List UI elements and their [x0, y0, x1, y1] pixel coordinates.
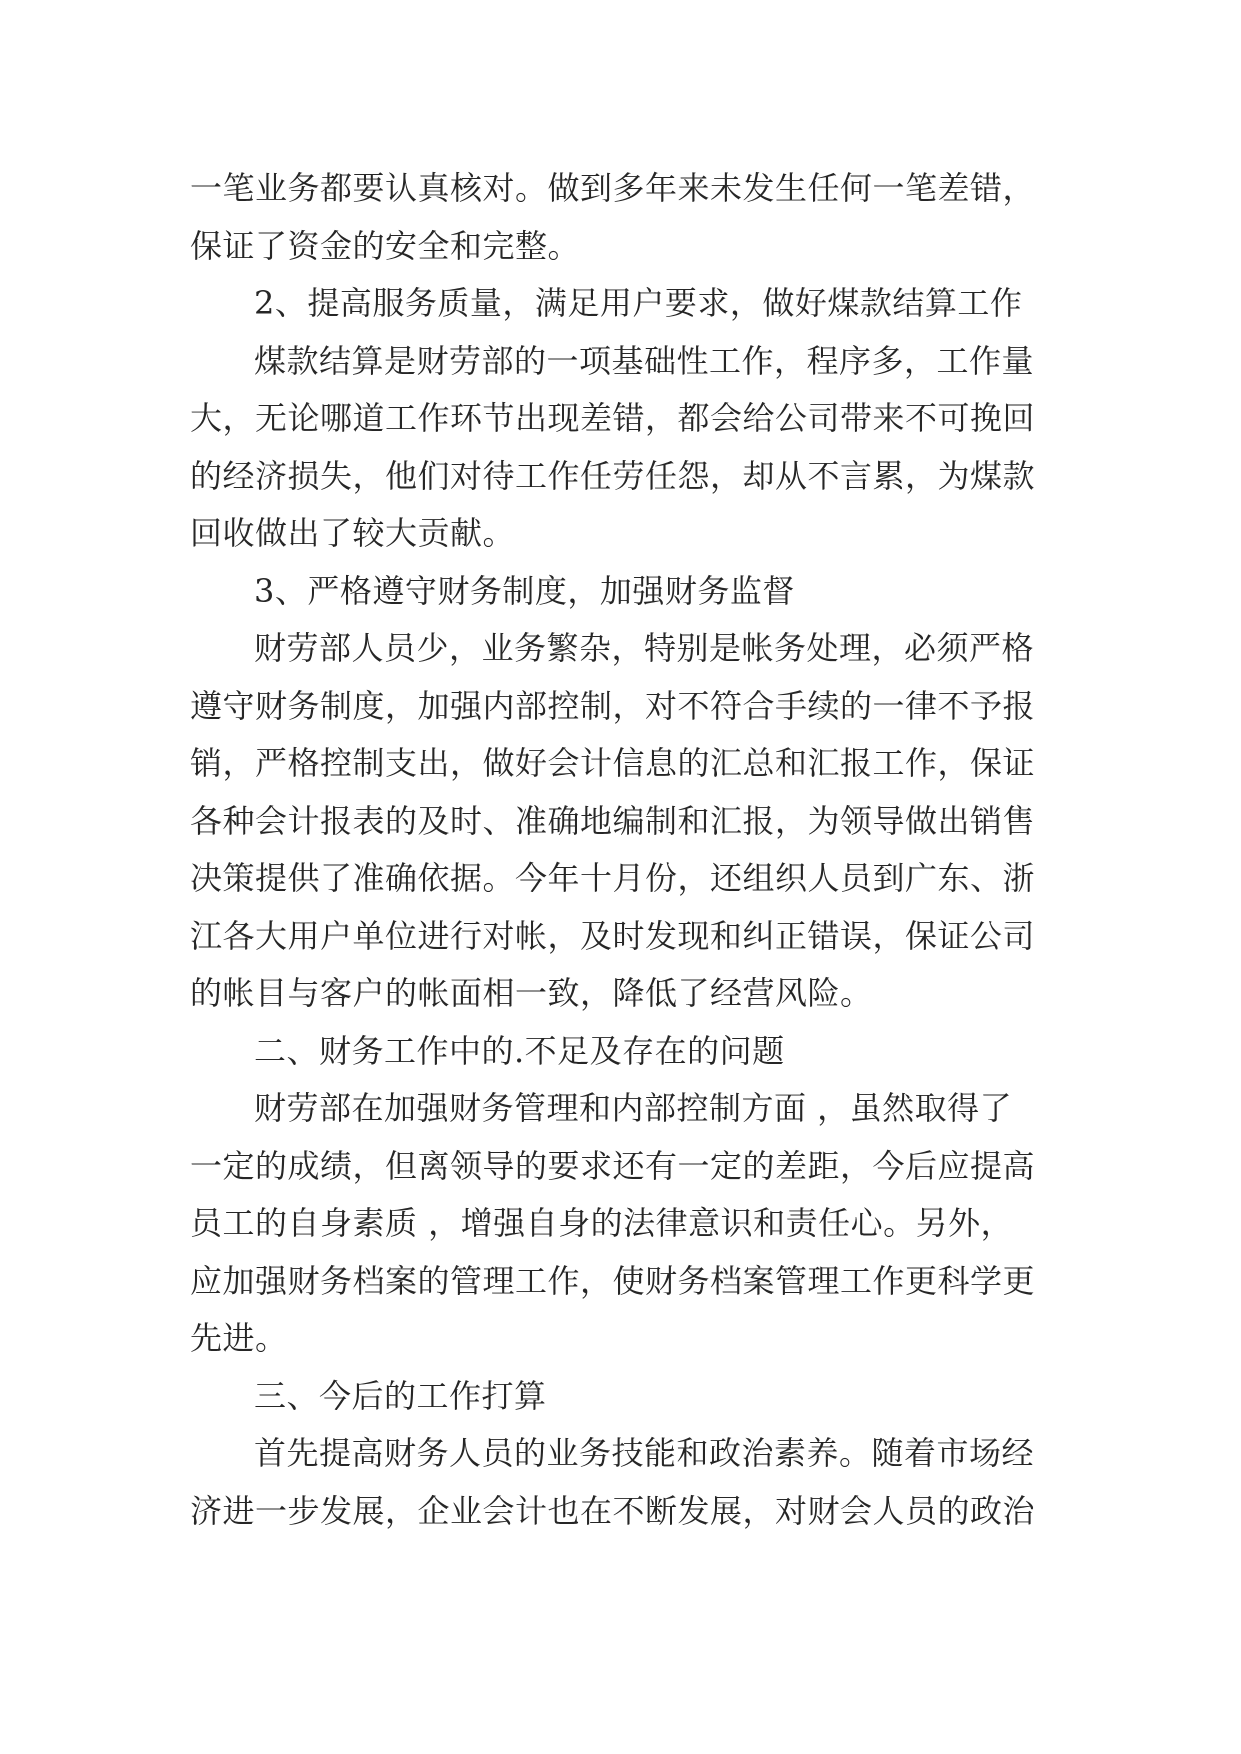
text-line: 决策提供了准确依据。今年十月份，还组织人员到广东、浙 [190, 859, 1036, 897]
section-heading: 2、提高服务质量，满足用户要求，做好煤款结算工作 [254, 284, 1023, 322]
text-line: 遵守财务制度，加强内部控制，对不符合手续的一律不予报 [190, 686, 1036, 725]
text-line: 应加强财务档案的管理工作，使财务档案管理工作更科学更 [190, 1261, 1036, 1300]
text-line: 江各大用户单位进行对帐，及时发现和纠正错误，保证公司 [190, 916, 1036, 955]
paragraph-start: 财劳部人员少，业务繁杂，特别是帐务处理，必须严格 [254, 629, 1035, 667]
text-line: 保证了资金的安全和完整。 [190, 226, 581, 265]
text-line: 济进一步发展，企业会计也在不断发展，对财会人员的政治 [190, 1491, 1036, 1530]
section-heading: 三、今后的工作打算 [254, 1376, 547, 1415]
section-heading: 二、财务工作中的.不足及存在的问题 [254, 1031, 785, 1070]
paragraph-start: 首先提高财务人员的业务技能和政治素养。随着市场经 [254, 1434, 1035, 1472]
text-line: 一定的成绩，但离领导的要求还有一定的差距，今后应提高 [190, 1146, 1036, 1185]
text-line: 一笔业务都要认真核对。做到多年来未发生任何一笔差错， [190, 169, 1036, 207]
section-heading: 3、严格遵守财务制度，加强财务监督 [254, 571, 795, 610]
text-line: 的帐目与客户的帐面相一致，降低了经营风险。 [190, 974, 873, 1012]
paragraph-start: 财劳部在加强财务管理和内部控制方面 ，虽然取得了 [254, 1089, 1013, 1127]
text-line: 销，严格控制支出，做好会计信息的汇总和汇报工作，保证 [190, 744, 1036, 782]
text-line: 各种会计报表的及时、准确地编制和汇报，为领导做出销售 [190, 801, 1036, 840]
paragraph-start: 煤款结算是财劳部的一项基础性工作，程序多，工作量 [254, 341, 1035, 380]
body-text [190, 160, 1070, 1540]
text-line: 的经济损失，他们对待工作任劳任怨，却从不言累，为煤款 [190, 456, 1036, 495]
text-line: 先进。 [190, 1319, 288, 1357]
text-line: 回收做出了较大贡献。 [190, 514, 516, 552]
text-line: 大，无论哪道工作环节出现差错，都会给公司带来不可挽回 [190, 399, 1036, 437]
text-line: 员工的自身素质 ，增强自身的法律意识和责任心。另外， [190, 1204, 1014, 1242]
